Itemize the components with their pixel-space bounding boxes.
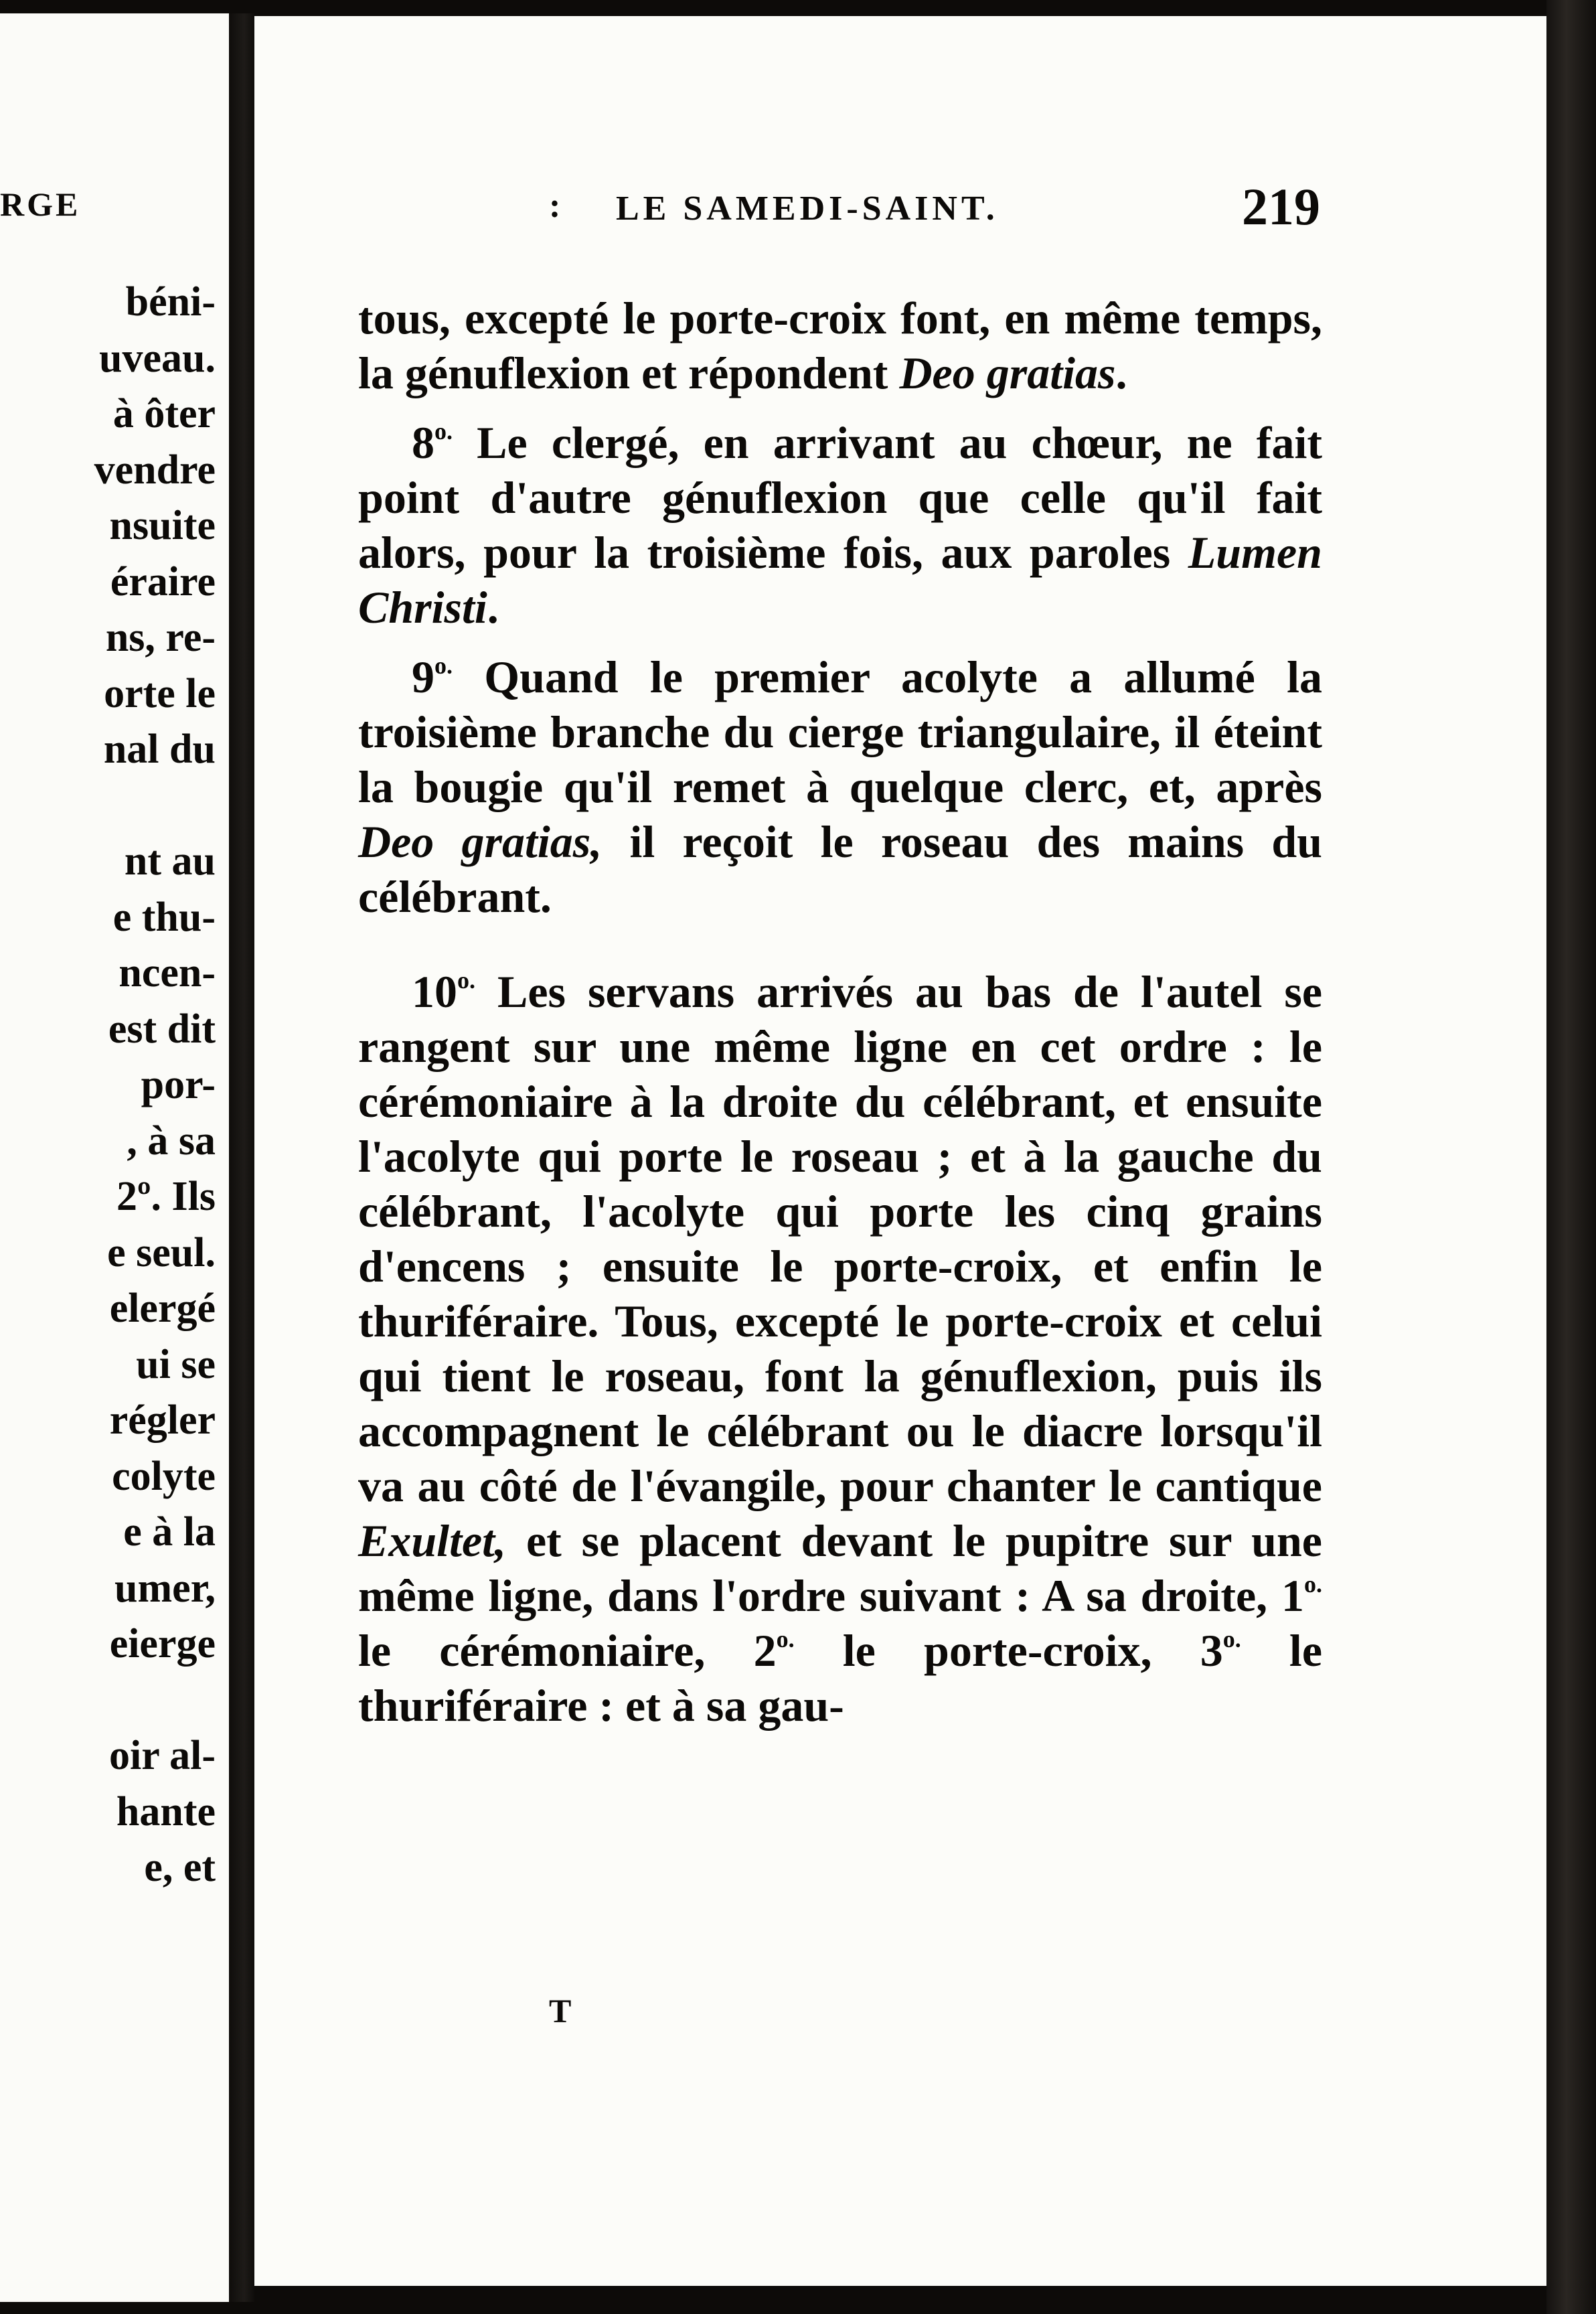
left-line-fragment: ncen-: [118, 950, 216, 996]
left-line-fragment: hante: [116, 1788, 216, 1835]
left-line-fragment: e à la: [123, 1509, 216, 1555]
italic-phrase: Deo gratias,: [358, 816, 603, 867]
left-line-fragment: elergé: [109, 1286, 216, 1331]
header-ornament: :: [549, 187, 561, 225]
left-line-fragment: béni-: [125, 279, 216, 325]
running-head-title: LE SAMEDI-SAINT.: [616, 189, 999, 228]
left-page: [0, 13, 229, 2302]
left-line-fragment: nsuite: [109, 503, 216, 548]
signature-mark: T: [549, 1992, 572, 2029]
left-line-fragment: ns, re-: [105, 615, 216, 660]
left-line-fragment: oir al-: [109, 1733, 216, 1778]
paragraph-continuation: tous, excepté le porte-croix font, en même temps, la génuflexion et répondent Deo gratias.: [358, 293, 1322, 398]
left-line-fragment: e seul.: [107, 1229, 216, 1276]
left-line-fragment: eierge: [109, 1621, 216, 1667]
left-line-fragment: e thu-: [112, 894, 216, 940]
book-edge: [1546, 0, 1596, 2314]
left-line-fragment: por-: [141, 1062, 216, 1107]
left-running-head: RGE: [0, 185, 81, 223]
italic-phrase: Exultet,: [358, 1515, 507, 1566]
left-line-fragment: régler: [109, 1397, 216, 1443]
left-line-fragment: nt au: [124, 838, 216, 884]
book-gutter: [229, 13, 254, 2302]
left-line-fragment: est dit: [108, 1006, 216, 1052]
left-line-fragment: orte le: [104, 670, 216, 716]
left-line-fragment: , à sa: [127, 1117, 216, 1164]
left-line-fragment: ui se: [136, 1341, 216, 1387]
left-line-fragment: 2º. Ils: [116, 1174, 216, 1219]
page-body: [358, 291, 1322, 1733]
left-line-fragment: éraire: [110, 558, 216, 605]
right-page: [254, 16, 1546, 2286]
left-line-fragment: umer,: [114, 1565, 216, 1611]
paragraph-10: $10^{o.}$ Les servans arrivés au bas de l'autel se rangent sur une même ligne en cet ordre : le cérémoniaire à la droite du célébrant, et ensuite l'acolyte qui porte le roseau ; et à la gauche du célébrant, l'acolyte qui porte les cinq grains d'encens ; ensuite le porte-croix, et enfin le thuriféraire. Tous, excepté le porte-croix et celui qui tient le roseau, font la génuflexion, puis ils accompagnent le célébrant ou le diacre lorsqu'il va au côté de l'évangile, pour chanter le cantique Exultet, et se placent devant le pupitre sur une même ligne, dans l'ordre suivant : A sa droite, $1^{o.}$ le cérémoniaire, $2^{o.}$ le porte-croix, $3^{o.}$ le thuriféraire : et à sa gau-: [358, 966, 1323, 1731]
left-line-fragment: nal du: [103, 726, 216, 772]
left-line-fragment: uveau.: [99, 335, 216, 381]
italic-phrase: Lumen Christi: [358, 527, 1322, 633]
page-number: 219: [1242, 177, 1320, 236]
left-line-fragment: à ôter: [112, 391, 216, 437]
left-line-fragment: colyte: [112, 1453, 216, 1499]
left-line-fragment: e, et: [144, 1845, 216, 1890]
left-line-fragment: vendre: [94, 447, 216, 493]
paragraph-9: $9^{o.}$ Quand le premier acolyte a allumé la troisième branche du cierge triangulaire, il éteint la bougie qu'il remet à quelque clerc, et, après Deo gratias, il reçoit le roseau des mains du célébrant.: [358, 651, 1323, 922]
italic-phrase: Deo gratias: [899, 348, 1116, 398]
paragraph-8: $8^{o.}$ Le clergé, en arrivant au chœur, ne fait point d'autre génuflexion que celle qu'il fait alors, pour la troisième fois, aux paroles Lumen Christi.: [358, 417, 1322, 633]
